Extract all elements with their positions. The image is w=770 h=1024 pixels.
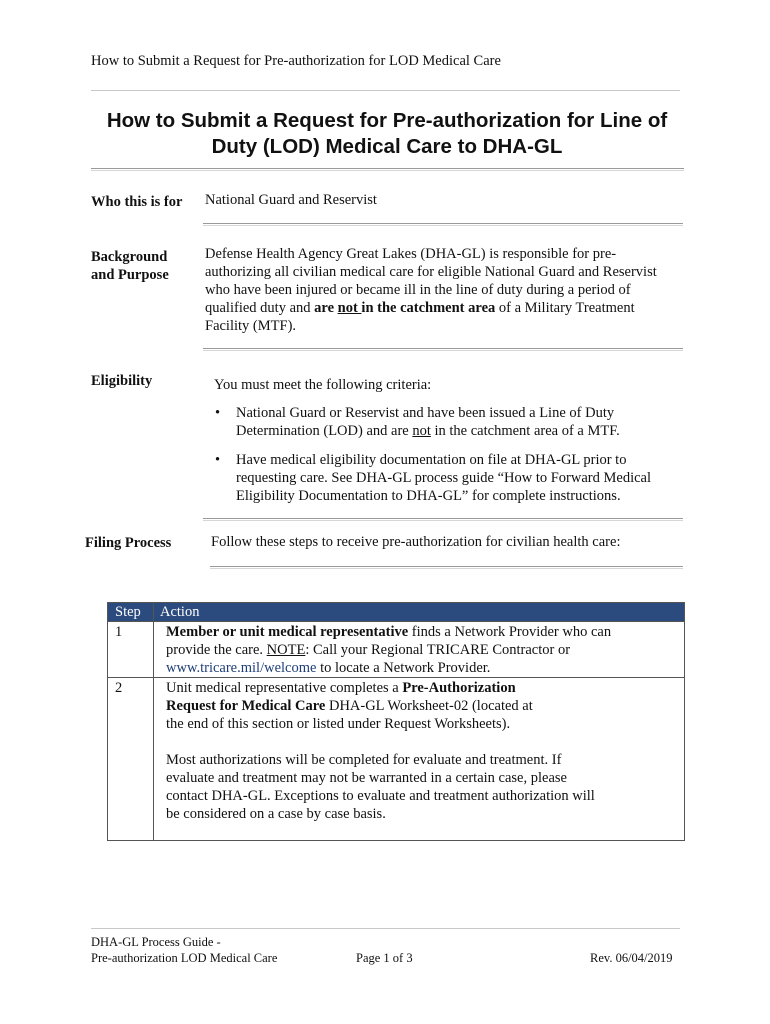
tricare-link[interactable]: www.tricare.mil/welcome — [166, 660, 317, 676]
eligibility-criteria-list — [213, 404, 683, 516]
header-divider — [91, 90, 680, 91]
title-divider — [91, 168, 684, 169]
background-line-1: Defense Health Agency Great Lakes (DHA-GL) is responsible for pre- — [205, 246, 617, 262]
row-2-bold-1: Pre-Authorization — [402, 680, 516, 696]
row-1-line-3-rest: to locate a Network Provider. — [316, 660, 491, 676]
row-1-line-2-a: provide the care. — [166, 642, 267, 658]
row-2-line-3: the end of this section or listed under Request Worksheets). — [166, 716, 511, 732]
criterion-2-line-2: requesting care. See DHA-GL process guide “How to Forward Medical — [236, 470, 651, 486]
footer-guide-subtitle: Pre-authorization LOD Medical Care — [91, 951, 278, 965]
page-title-line-1: How to Submit a Request for Pre-authorization for Line of — [106, 109, 668, 132]
row-2-p2-line-3: contact DHA-GL. Exceptions to evaluate and treatment authorization will — [166, 788, 595, 804]
background-line-4-catchment: in the catchment area — [361, 300, 496, 316]
criterion-1-line-2-c: in the catchment area of a MTF. — [430, 423, 620, 439]
footer-revision: Rev. 06/04/2019 — [590, 951, 673, 965]
table-row — [108, 678, 685, 841]
background-line-4-a: qualified duty and — [205, 300, 315, 316]
background-line-2: authorizing all civilian medical care for eligible National Guard and Reservist — [205, 264, 657, 280]
criterion-1-not: not — [412, 423, 431, 439]
filing-text: Follow these steps to receive pre-authorization for civilian health care: — [211, 534, 621, 550]
filing-label: Filing Process — [85, 535, 172, 551]
footer-left — [91, 934, 277, 966]
page-title — [92, 108, 682, 160]
footer-divider — [91, 928, 680, 929]
eligibility-divider — [203, 518, 683, 519]
row-2-line-1-a: Unit medical representative completes a — [166, 680, 403, 696]
running-header: How to Submit a Request for Pre-authorization for LOD Medical Care — [91, 53, 501, 69]
background-divider — [203, 348, 683, 349]
background-label-line-1: Background — [91, 249, 168, 265]
step-number: 1 — [108, 622, 154, 678]
background-label-line-2: and Purpose — [91, 267, 169, 283]
row-2-line-2 — [166, 697, 678, 715]
background-line-5: Facility (MTF). — [205, 318, 297, 334]
row-2-line-1 — [166, 679, 678, 697]
row-1-line-2-b: : Call your Regional TRICARE Contractor or — [305, 642, 571, 658]
step-number: 2 — [108, 678, 154, 841]
row-2-p2-line-1: Most authorizations will be completed for evaluate and treatment. If — [166, 752, 562, 768]
background-line-4-not: not — [337, 300, 362, 316]
criterion-1-line-2 — [236, 422, 683, 440]
criterion-1-line-1: • National Guard or Reservist and have been issued a Line of Duty — [236, 405, 615, 421]
row-2-p2-line-2: evaluate and treatment may not be warranted in a certain case, please — [166, 770, 567, 786]
footer-guide-title: DHA-GL Process Guide - — [91, 935, 221, 949]
note-label: NOTE — [266, 642, 306, 658]
row-2-p2-line-4: be considered on a case by case basis. — [166, 806, 386, 822]
steps-table — [107, 602, 685, 841]
steps-table-header — [108, 603, 685, 622]
who-label: Who this is for — [91, 194, 183, 210]
criterion-1-line-2-a: Determination (LOD) and are — [236, 423, 413, 439]
step-action — [154, 678, 685, 841]
eligibility-label: Eligibility — [91, 373, 153, 389]
background-label — [91, 248, 169, 284]
row-1-line-2 — [166, 641, 678, 659]
filing-divider — [210, 566, 683, 567]
background-line-4 — [205, 299, 685, 317]
criterion-2-line-1: • Have medical eligibility documentation on file at DHA-GL prior to — [236, 452, 627, 468]
who-divider — [203, 223, 683, 224]
row-2-bold-2: Request for Medical Care — [166, 698, 326, 714]
eligibility-criterion-2 — [213, 451, 683, 505]
row-2-paragraph-2 — [166, 751, 678, 823]
eligibility-intro: You must meet the following criteria: — [214, 377, 432, 393]
step-column-header: Step — [108, 603, 154, 622]
step-action — [154, 622, 685, 678]
table-row — [108, 622, 685, 678]
criterion-2-line-3: Eligibility Documentation to DHA-GL” for complete instructions. — [236, 488, 621, 504]
background-line-4-are: are — [314, 300, 338, 316]
background-line-3: who have been injured or became ill in the line of duty during a period of — [205, 282, 631, 298]
row-2-line-2-rest: DHA-GL Worksheet-02 (located at — [325, 698, 533, 714]
row-1-line-1-rest: finds a Network Provider who can — [408, 624, 612, 640]
row-1-line-1 — [166, 623, 678, 641]
background-text — [205, 245, 685, 335]
row-1-bold: Member or unit medical representative — [166, 624, 409, 640]
page-title-line-2: Duty (LOD) Medical Care to DHA-GL — [211, 135, 563, 158]
background-line-4-e: of a Military Treatment — [495, 300, 635, 316]
row-1-line-3 — [166, 659, 678, 677]
eligibility-criterion-1 — [213, 404, 683, 440]
who-text: National Guard and Reservist — [205, 192, 377, 208]
action-column-header: Action — [154, 603, 685, 622]
footer-page-number: Page 1 of 3 — [356, 951, 413, 965]
